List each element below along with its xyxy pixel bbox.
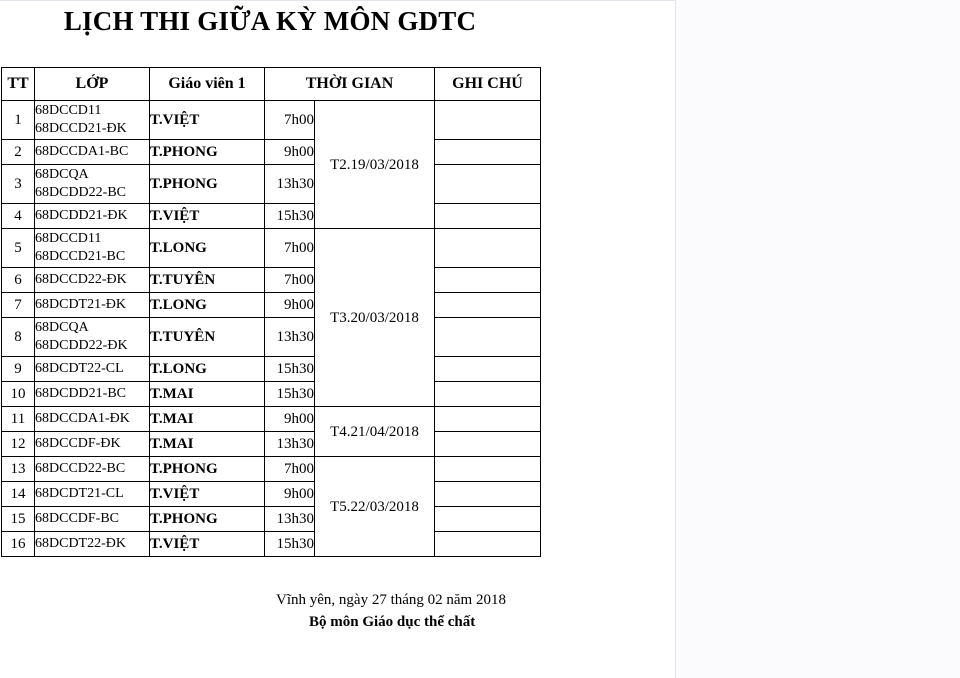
- class-code: 68DCCDF-BC: [35, 511, 120, 526]
- cell-ghi-chu[interactable]: [435, 457, 541, 482]
- table-row: [2, 432, 541, 457]
- cell-tt[interactable]: 1: [2, 101, 35, 140]
- cell-lop[interactable]: [35, 140, 150, 165]
- cell-tt[interactable]: 7: [2, 293, 35, 318]
- cell-lop[interactable]: [35, 357, 150, 382]
- cell-ghi-chu[interactable]: [435, 357, 541, 382]
- table-row: [2, 407, 541, 432]
- header-lop[interactable]: LỚP: [35, 68, 150, 101]
- cell-lop[interactable]: [35, 532, 150, 557]
- class-code: 68DCQA: [35, 320, 89, 335]
- class-code: 68DCCD22-BC: [35, 461, 126, 476]
- cell-gio[interactable]: 13h30: [265, 432, 315, 457]
- class-code: 68DCCDA1-ĐK: [35, 411, 130, 426]
- cell-giao-vien[interactable]: T.PHONG: [150, 165, 265, 204]
- cell-giao-vien[interactable]: T.PHONG: [150, 457, 265, 482]
- cell-gio[interactable]: 15h30: [265, 532, 315, 557]
- cell-gio[interactable]: 15h30: [265, 382, 315, 407]
- cell-tt[interactable]: 6: [2, 268, 35, 293]
- cell-giao-vien[interactable]: T.VIỆT: [150, 532, 265, 557]
- cell-giao-vien[interactable]: T.TUYÊN: [150, 268, 265, 293]
- cell-lop[interactable]: [35, 507, 150, 532]
- cell-gio[interactable]: 9h00: [265, 407, 315, 432]
- cell-ghi-chu[interactable]: [435, 382, 541, 407]
- cell-ghi-chu[interactable]: [435, 229, 541, 268]
- cell-tt[interactable]: 16: [2, 532, 35, 557]
- sheet-right-border: [675, 0, 676, 678]
- cell-giao-vien[interactable]: T.LONG: [150, 357, 265, 382]
- cell-giao-vien[interactable]: T.VIỆT: [150, 204, 265, 229]
- header-tt[interactable]: TT: [2, 68, 35, 101]
- class-code: 68DCDD22-ĐK: [35, 338, 128, 353]
- table-row: [2, 482, 541, 507]
- cell-ghi-chu[interactable]: [435, 101, 541, 140]
- cell-gio[interactable]: 9h00: [265, 482, 315, 507]
- cell-tt[interactable]: 8: [2, 318, 35, 357]
- cell-giao-vien[interactable]: T.LONG: [150, 293, 265, 318]
- sheet-top-border: [0, 0, 675, 1]
- class-code: 68DCDD22-BC: [35, 185, 127, 200]
- class-code: 68DCDT21-ĐK: [35, 297, 126, 312]
- cell-tt[interactable]: 2: [2, 140, 35, 165]
- cell-tt[interactable]: 11: [2, 407, 35, 432]
- table-row: [2, 507, 541, 532]
- cell-lop[interactable]: [35, 165, 150, 204]
- table-row: [2, 457, 541, 482]
- cell-ghi-chu[interactable]: [435, 204, 541, 229]
- cell-ngay-thi[interactable]: T3.20/03/2018: [315, 229, 435, 407]
- table-row: [2, 101, 541, 140]
- cell-gio[interactable]: 9h00: [265, 293, 315, 318]
- cell-ghi-chu[interactable]: [435, 432, 541, 457]
- class-code: 68DCDT22-ĐK: [35, 536, 126, 551]
- class-code: 68DCDT22-CL: [35, 361, 124, 376]
- header-ghi-chu[interactable]: GHI CHÚ: [435, 68, 541, 101]
- cell-ghi-chu[interactable]: [435, 318, 541, 357]
- cell-gio[interactable]: 13h30: [265, 318, 315, 357]
- table-row: [2, 204, 541, 229]
- cell-tt[interactable]: 10: [2, 382, 35, 407]
- cell-giao-vien[interactable]: T.MAI: [150, 407, 265, 432]
- cell-ghi-chu[interactable]: [435, 293, 541, 318]
- cell-gio[interactable]: 7h00: [265, 457, 315, 482]
- cell-lop[interactable]: [35, 482, 150, 507]
- class-code: 68DCCDF-ĐK: [35, 436, 121, 451]
- cell-ghi-chu[interactable]: [435, 140, 541, 165]
- cell-ngay-thi[interactable]: T5.22/03/2018: [315, 457, 435, 557]
- table-row: [2, 293, 541, 318]
- cell-tt[interactable]: 4: [2, 204, 35, 229]
- cell-lop[interactable]: [35, 318, 150, 357]
- class-code: 68DCCDA1-BC: [35, 144, 129, 159]
- cell-gio[interactable]: 7h00: [265, 101, 315, 140]
- cell-giao-vien[interactable]: T.TUYÊN: [150, 318, 265, 357]
- cell-ghi-chu[interactable]: [435, 507, 541, 532]
- table-row: [2, 165, 541, 204]
- header-giao-vien[interactable]: Giáo viên 1: [150, 68, 265, 101]
- table-row: [2, 268, 541, 293]
- cell-ghi-chu[interactable]: [435, 532, 541, 557]
- cell-ghi-chu[interactable]: [435, 165, 541, 204]
- cell-lop[interactable]: [35, 101, 150, 140]
- cell-ngay-thi[interactable]: T2.19/03/2018: [315, 101, 435, 229]
- header-thoi-gian[interactable]: THỜI GIAN: [265, 68, 435, 101]
- cell-lop[interactable]: [35, 407, 150, 432]
- cell-lop[interactable]: [35, 432, 150, 457]
- table-row: [2, 532, 541, 557]
- cell-gio[interactable]: 15h30: [265, 204, 315, 229]
- cell-lop[interactable]: [35, 268, 150, 293]
- cell-lop[interactable]: [35, 457, 150, 482]
- cell-tt[interactable]: 3: [2, 165, 35, 204]
- cell-giao-vien[interactable]: T.VIỆT: [150, 482, 265, 507]
- cell-gio[interactable]: 13h30: [265, 507, 315, 532]
- cell-ngay-thi[interactable]: T4.21/04/2018: [315, 407, 435, 457]
- table-header-row: [2, 68, 541, 101]
- cell-gio[interactable]: 7h00: [265, 229, 315, 268]
- cell-lop[interactable]: [35, 293, 150, 318]
- cell-lop[interactable]: [35, 229, 150, 268]
- class-code: 68DCDD21-BC: [35, 386, 127, 401]
- page-title: LỊCH THI GIỮA KỲ MÔN GDTC: [63, 6, 477, 36]
- class-code: 68DCDD21-ĐK: [35, 208, 128, 223]
- cell-tt[interactable]: 14: [2, 482, 35, 507]
- footer-date-line: Vĩnh yên, ngày 27 tháng 02 năm 2018: [276, 592, 506, 608]
- class-code: 68DCDT21-CL: [35, 486, 124, 501]
- cell-ghi-chu[interactable]: [435, 268, 541, 293]
- exam-schedule-table: [1, 67, 541, 557]
- class-code: 68DCCD11: [35, 231, 102, 246]
- cell-ghi-chu[interactable]: [435, 482, 541, 507]
- cell-giao-vien[interactable]: T.VIỆT: [150, 101, 265, 140]
- class-code: 68DCCD21-BC: [35, 249, 126, 264]
- cell-giao-vien[interactable]: T.LONG: [150, 229, 265, 268]
- table-row: [2, 382, 541, 407]
- cell-giao-vien[interactable]: T.MAI: [150, 432, 265, 457]
- cell-giao-vien[interactable]: T.MAI: [150, 382, 265, 407]
- cell-tt[interactable]: 13: [2, 457, 35, 482]
- class-code: 68DCCD11: [35, 103, 102, 118]
- table-row: [2, 140, 541, 165]
- table-row: [2, 357, 541, 382]
- cell-gio[interactable]: 9h00: [265, 140, 315, 165]
- cell-tt[interactable]: 12: [2, 432, 35, 457]
- cell-tt[interactable]: 9: [2, 357, 35, 382]
- cell-lop[interactable]: [35, 204, 150, 229]
- cell-tt[interactable]: 5: [2, 229, 35, 268]
- table-row: [2, 229, 541, 268]
- cell-lop[interactable]: [35, 382, 150, 407]
- class-code: 68DCCD22-ĐK: [35, 272, 127, 287]
- cell-ghi-chu[interactable]: [435, 407, 541, 432]
- cell-gio[interactable]: 13h30: [265, 165, 315, 204]
- cell-giao-vien[interactable]: T.PHONG: [150, 140, 265, 165]
- cell-giao-vien[interactable]: T.PHONG: [150, 507, 265, 532]
- cell-gio[interactable]: 7h00: [265, 268, 315, 293]
- cell-gio[interactable]: 15h30: [265, 357, 315, 382]
- table-body: [2, 101, 541, 557]
- cell-tt[interactable]: 15: [2, 507, 35, 532]
- table-row: [2, 318, 541, 357]
- class-code: 68DCCD21-ĐK: [35, 121, 127, 136]
- footer-department: Bộ môn Giáo dục thể chất: [309, 614, 476, 630]
- class-code: 68DCQA: [35, 167, 89, 182]
